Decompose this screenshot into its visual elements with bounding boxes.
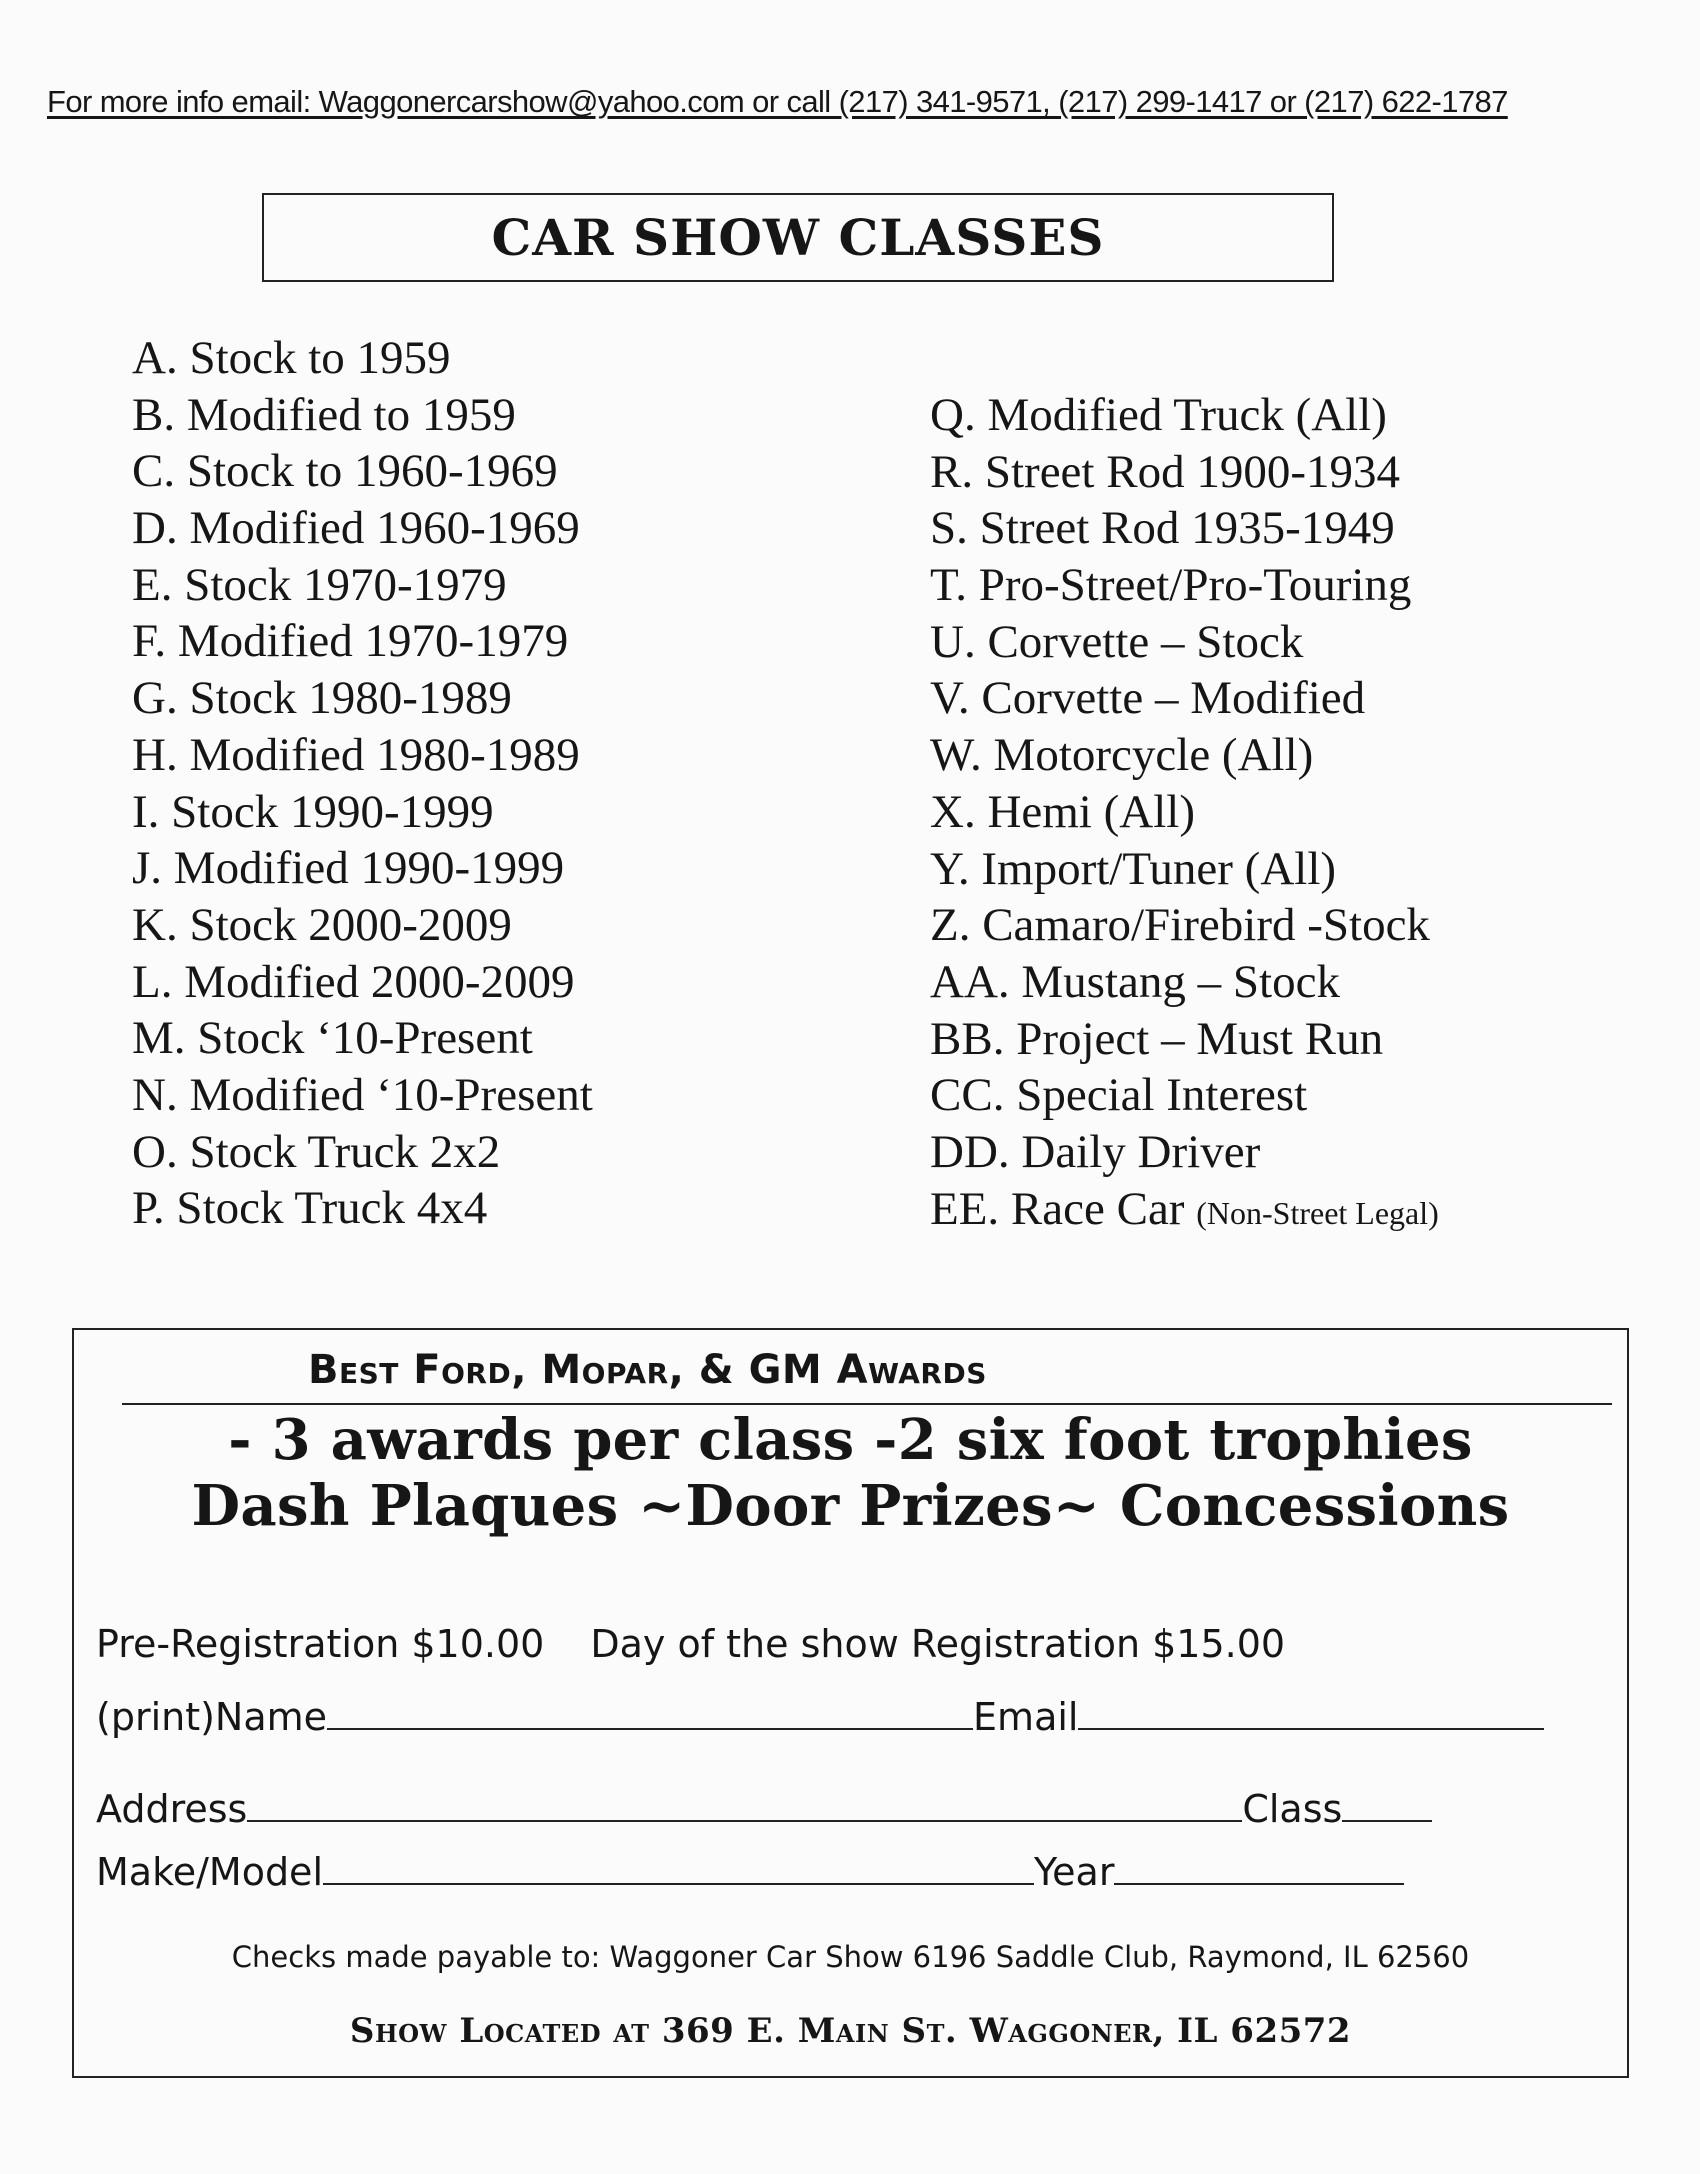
name-email-row (96, 1695, 1544, 1739)
name-label: (print)Name (96, 1695, 328, 1739)
class-item: BB. Project – Must Run (930, 1012, 1384, 1065)
name-field[interactable] (327, 1698, 973, 1730)
class-item: CC. Special Interest (930, 1069, 1308, 1122)
class-item: DD. Daily Driver (930, 1125, 1261, 1178)
email-field[interactable] (1078, 1698, 1544, 1730)
class-item: J. Modified 1990-1999 (132, 842, 565, 895)
class-item: E. Stock 1970-1979 (132, 558, 507, 611)
class-item: H. Modified 1980-1989 (132, 728, 580, 781)
payment-instructions: Checks made payable to: Waggoner Car Show 6196 Saddle Club, Raymond, IL 62560 (231, 1940, 1470, 1974)
class-item: X. Hemi (All) (930, 785, 1195, 838)
pre-registration-fee: Pre-Registration $10.00 (96, 1622, 545, 1666)
title-box (262, 193, 1334, 282)
awards-line-2: Dash Plaques ~Door Prizes~ Concessions (191, 1473, 1510, 1539)
make-year-row (96, 1850, 1404, 1894)
class-item: U. Corvette – Stock (930, 615, 1304, 668)
class-item: W. Motorcycle (All) (930, 729, 1314, 782)
class-list-right (930, 387, 1439, 1237)
class-item: Z. Camaro/Firebird -Stock (930, 899, 1430, 952)
class-field[interactable] (1342, 1790, 1432, 1822)
class-item: Y. Import/Tuner (All) (930, 842, 1337, 895)
class-item: B. Modified to 1959 (132, 388, 516, 441)
class-item: AA. Mustang – Stock (930, 955, 1340, 1008)
class-item: A. Stock to 1959 (132, 332, 451, 384)
year-label: Year (1034, 1850, 1115, 1894)
class-item-label: EE. Race Car (930, 1182, 1197, 1235)
heading-divider (122, 1403, 1612, 1405)
registration-fees (96, 1622, 1285, 1666)
email-label: Email (973, 1695, 1079, 1739)
make-model-field[interactable] (323, 1853, 1034, 1885)
class-item: S. Street Rod 1935-1949 (930, 502, 1395, 555)
class-item-race-car (930, 1181, 1439, 1238)
class-label: Class (1242, 1787, 1343, 1831)
awards-line-1: - 3 awards per class -2 six foot trophies (228, 1407, 1473, 1473)
race-car-note: (Non-Street Legal) (1196, 1194, 1439, 1231)
show-location: Show Located at 369 E. Main St. Waggoner, IL 62572 (349, 2011, 1352, 2051)
class-item: I. Stock 1990-1999 (132, 785, 494, 838)
class-item: L. Modified 2000-2009 (132, 955, 575, 1008)
class-item: P. Stock Truck 4x4 (132, 1182, 488, 1235)
class-item: V. Corvette – Modified (930, 672, 1366, 725)
class-item: F. Modified 1970-1979 (132, 615, 569, 668)
class-item: Q. Modified Truck (All) (930, 389, 1387, 441)
year-field[interactable] (1114, 1853, 1404, 1885)
class-item: D. Modified 1960-1969 (132, 502, 580, 555)
class-item: O. Stock Truck 2x2 (132, 1125, 501, 1178)
class-item: N. Modified ‘10-Present (132, 1068, 593, 1121)
class-item: M. Stock ‘10-Present (132, 1012, 533, 1065)
class-item: G. Stock 1980-1989 (132, 672, 512, 725)
class-item: R. Street Rod 1900-1934 (930, 445, 1400, 498)
class-item: K. Stock 2000-2009 (132, 898, 512, 951)
class-item: T. Pro-Street/Pro-Touring (930, 559, 1412, 612)
class-item: C. Stock to 1960-1969 (132, 445, 558, 498)
address-class-row (96, 1787, 1432, 1831)
address-label: Address (96, 1787, 248, 1831)
page-title: CAR SHOW CLASSES (491, 208, 1105, 267)
make-model-label: Make/Model (96, 1850, 323, 1894)
class-list-left (132, 330, 593, 1237)
address-field[interactable] (247, 1790, 1242, 1822)
awards-heading: Best Ford, Mopar, & GM Awards (308, 1347, 987, 1393)
contact-info: For more info email: Waggonercarshow@yahoo.com or call (217) 341-9571, (217) 299-1417 or (217) 622-1787 (47, 84, 1508, 119)
day-of-show-fee: Day of the show Registration $15.00 (590, 1622, 1286, 1666)
